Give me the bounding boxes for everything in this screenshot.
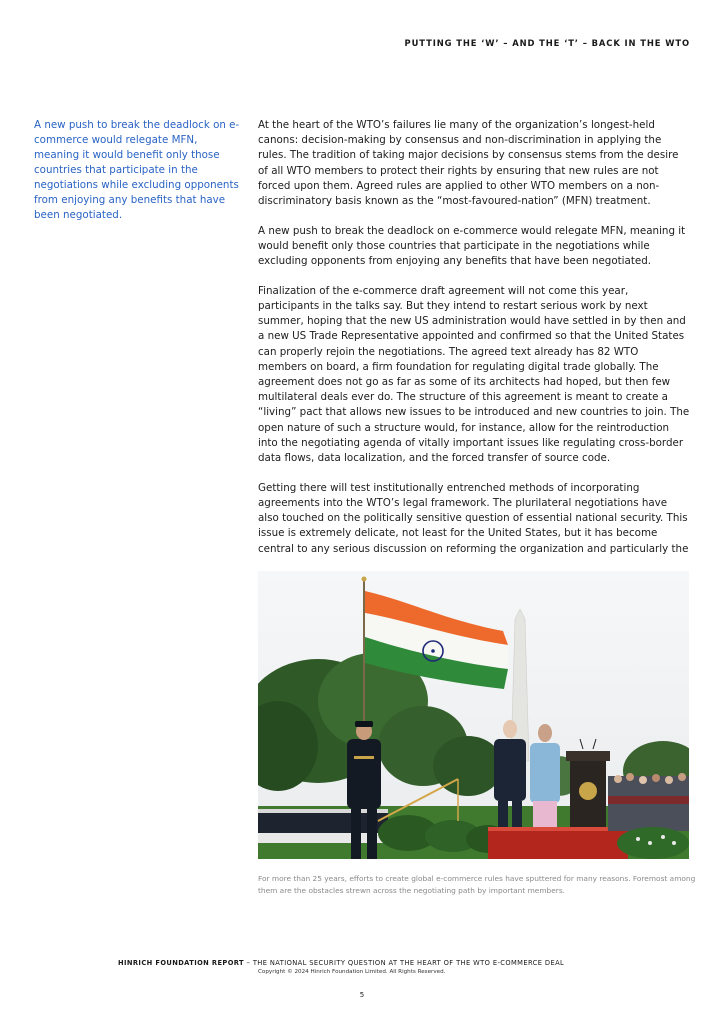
footer-copyright: Copyright © 2024 Hinrich Foundation Limited. All Rights Reserved. bbox=[258, 969, 446, 975]
body-paragraph-3: Finalization of the e-commerce draft agreement will not come this year, participants in the talks say. But they intend to restart serious work by next summer, hoping that the new US administration would have settled in by then and a new US Trade Representative appointed and confirmed so that the United States can properly rejoin the negotiations. The agreed text already has 82 WTO members on board, a firm foundation for regulating digital trade globally. The agreement does not go as far as some of its architects had hoped, but then few multilateral deals ever do. The structure of this agreement is meant to create a “living” pact that allows new issues to be introduced and new countries to join. The open nature of such a structure would, for instance, allow for the reintroduction into the negotiating agenda of vitally important issues like regulating cross-border data flows, data localization, and the forced transfer of source code. bbox=[258, 284, 690, 465]
footer-report-line bbox=[118, 959, 678, 967]
flag-pole-finial bbox=[362, 577, 367, 582]
running-header-title: PUTTING THE ‘W’ – AND THE ‘T’ – BACK IN THE WTO bbox=[404, 38, 690, 48]
photo-caption: For more than 25 years, efforts to create global e-commerce rules have sputtered for many reasons. Foremost among them are the obstacles strewn across the negotiating path by important members. bbox=[258, 874, 696, 895]
flower-beds bbox=[617, 827, 689, 859]
article-body bbox=[258, 118, 690, 571]
footer-separator: – bbox=[244, 959, 253, 967]
footer-brand: HINRICH FOUNDATION REPORT bbox=[118, 959, 245, 967]
pull-quote: A new push to break the deadlock on e-commerce would relegate MFN, meaning it would benefit only those countries that participate in the negotiations while excluding opponents from enjoying any benefits that have been negotiated. bbox=[34, 119, 240, 221]
body-paragraph-2: A new push to break the deadlock on e-commerce would relegate MFN, meaning it would benefit only those countries that participate in the negotiations while excluding opponents from enjoying any benefits that have been negotiated. bbox=[258, 224, 686, 268]
red-carpet-stage bbox=[488, 829, 628, 859]
body-paragraph-4: Getting there will test institutionally entrenched methods of incorporating agreements into the WTO’s legal framework. The plurilateral negotiations have also touched on the politically sensitive question of essential national security. This issue is extremely delicate, not least for the United States, but it has become central to any serious discussion on reforming the organization and particularly the bbox=[258, 481, 689, 555]
footer-report-title: THE NATIONAL SECURITY QUESTION AT THE HEART OF THE WTO E-COMMERCE DEAL bbox=[252, 959, 565, 967]
body-paragraph-1: At the heart of the WTO’s failures lie many of the organization’s longest-held canons: decision-making by consensus and non-discrimination in applying the rules. The tradition of taking major decisions by consensus stems from the desire of all WTO members to protect their rights by ensuring that new rules are not forced upon them. Agreed rules are applied to other WTO members on a non-discriminatory basis known as the “most-favoured-nation” (MFN) treatment. bbox=[258, 119, 679, 208]
ceremony-photo bbox=[258, 571, 689, 859]
page-number: 5 bbox=[359, 991, 365, 999]
audience-right bbox=[608, 773, 689, 831]
podium bbox=[566, 739, 610, 831]
